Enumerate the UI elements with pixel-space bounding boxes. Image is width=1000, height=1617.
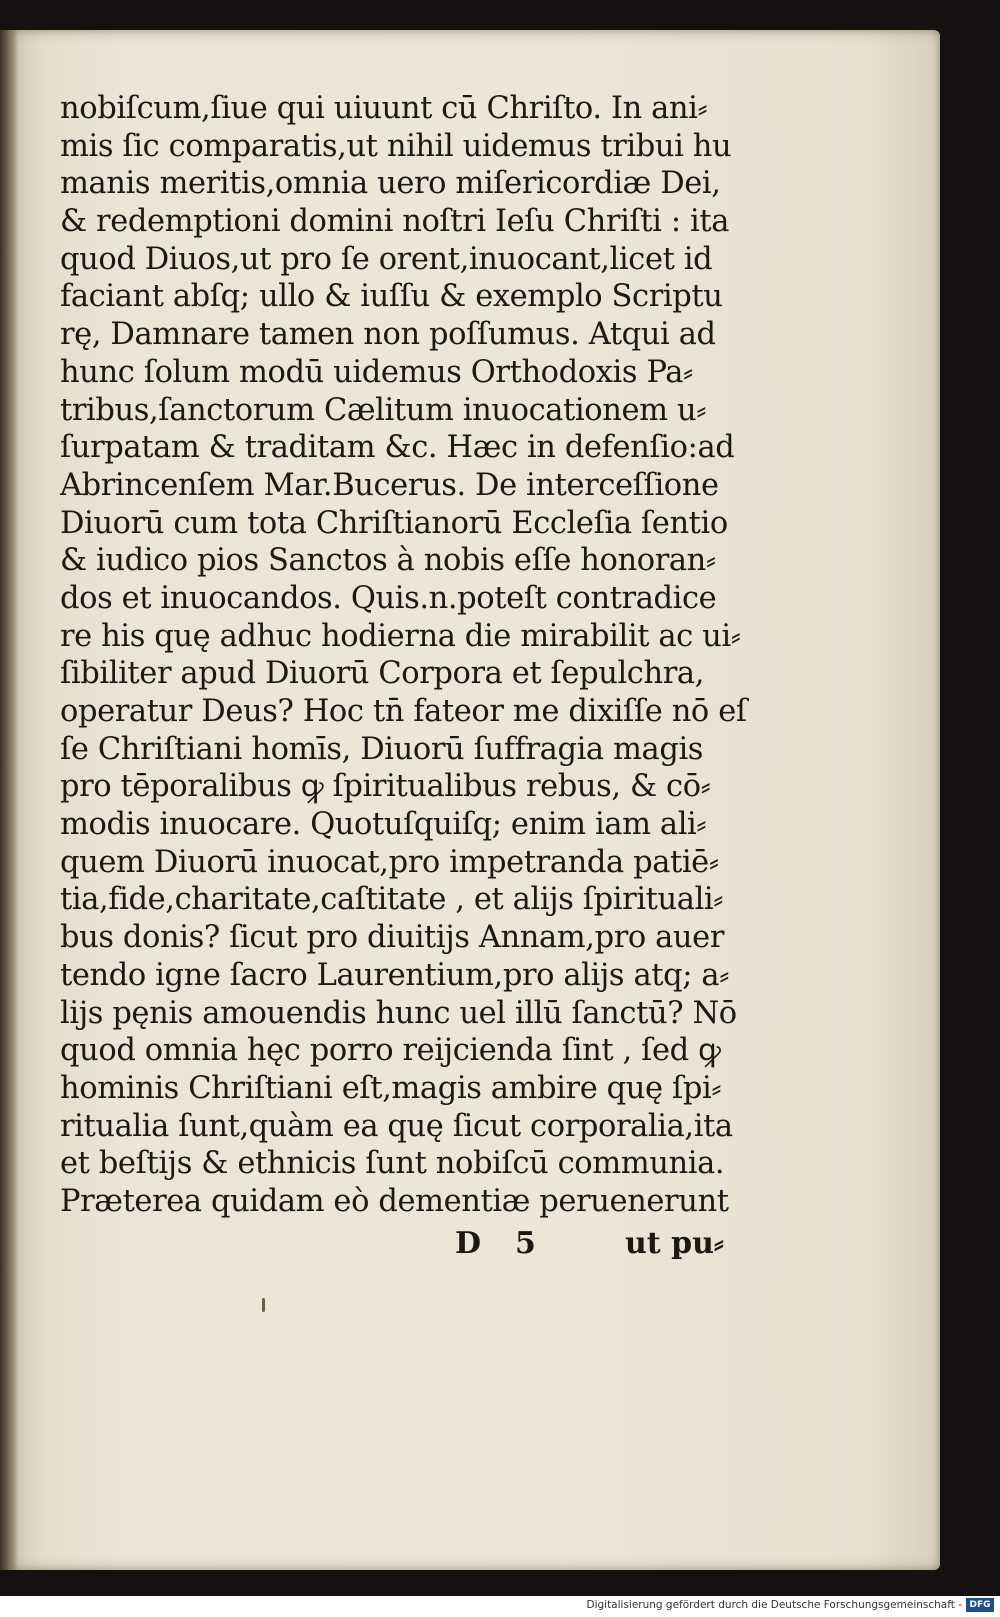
signature-number: 5 [515,1226,536,1261]
ink-speck [262,1298,265,1312]
page-gutter [0,30,18,1570]
body-text [60,90,760,1221]
text-line: Abrincenſem Mar.Bucerus. De interceſſione [60,467,719,503]
text-line: re his quę adhuc hodierna die mirabilit ac ui⸗ [60,618,741,654]
text-line: & iudico pios Sanctos à nobis eſſe honoran⸗ [60,543,716,579]
text-line: manis meritis,omnia uero miſericordiæ Dei, [60,166,721,202]
text-line: bus donis? ſicut pro diuitijs Annam,pro auer [60,920,725,956]
text-line: hunc ſolum modū uidemus Orthodoxis Pa⸗ [60,354,693,390]
text-line: et beſtijs & ethnicis ſunt nobiſcū communia. [60,1146,725,1182]
text-line: ritualia ſunt,quàm ea quę ſicut corporalia,ita [60,1108,733,1144]
text-line: quem Diuorū inuocat,pro impetranda patiē⸗ [60,844,719,880]
text-line: operatur Deus? Hoc tn̄ fateor me dixiſſe nō eſ [60,694,747,729]
text-line: modis inuocare. Quotuſquiſq; enim iam ali⸗ [60,807,707,843]
text-line: nobiſcum,ſiue qui uiuunt cū Chriſto. In ani⸗ [60,91,708,126]
signature-line [60,1226,760,1266]
text-line: rę, Damnare tamen non poſſumus. Atqui ad [60,317,716,353]
text-line: ſe Chriſtiani homīs, Diuorū ſuffragia magis [60,731,704,767]
catchword: ut pu⸗ [625,1226,724,1261]
text-line: pro tēporalibus ꝙ ſpiritualibus rebus, & cō⸗ [60,769,711,805]
text-line: dos et inuocandos. Quis.n.poteſt contradice [60,580,717,616]
text-line: quod omnia hęc porro reijcienda ſint , ſed ꝙ [60,1033,721,1069]
text-line: tendo igne ſacro Laurentium,pro alijs atq; a⸗ [60,957,729,993]
text-line: & redemptioni domini noſtri Ieſu Chriſti : ita [60,204,729,240]
text-line: ſibiliter apud Diuorū Corpora et ſepulchra, [60,656,704,692]
text-line: tia,fide,charitate,caſtitate , et alijs ſpirituali⸗ [60,882,724,918]
text-line: hominis Chriſtiani eſt,magis ambire quę ſpi⸗ [60,1070,722,1106]
funding-credit: Digitalisierung gefördert durch die Deutsche Forschungsgemeinschaft - [586,1599,962,1611]
text-line: faciant abſq; ullo & iuſſu & exemplo Scriptu [60,279,723,315]
text-line: mis ſic comparatis,ut nihil uidemus tribui hu [60,128,732,164]
dfg-logo: DFG [966,1598,994,1612]
text-line: ſurpatam & traditam &c. Hæc in defenſio:ad [60,430,735,466]
text-line: quod Diuos,ut pro ſe orent,inuocant,licet id [60,241,713,277]
signature-mark: D [455,1226,482,1261]
text-line: Præterea quidam eò dementiæ peruenerunt [60,1183,729,1219]
text-line: lijs pęnis amouendis hunc uel illū ſanctū? Nō [60,995,737,1031]
text-line: tribus,ſanctorum Cælitum inuocationem u⸗ [60,392,706,428]
text-line: Diuorū cum tota Chriſtianorū Eccleſia ſentio [60,505,728,541]
